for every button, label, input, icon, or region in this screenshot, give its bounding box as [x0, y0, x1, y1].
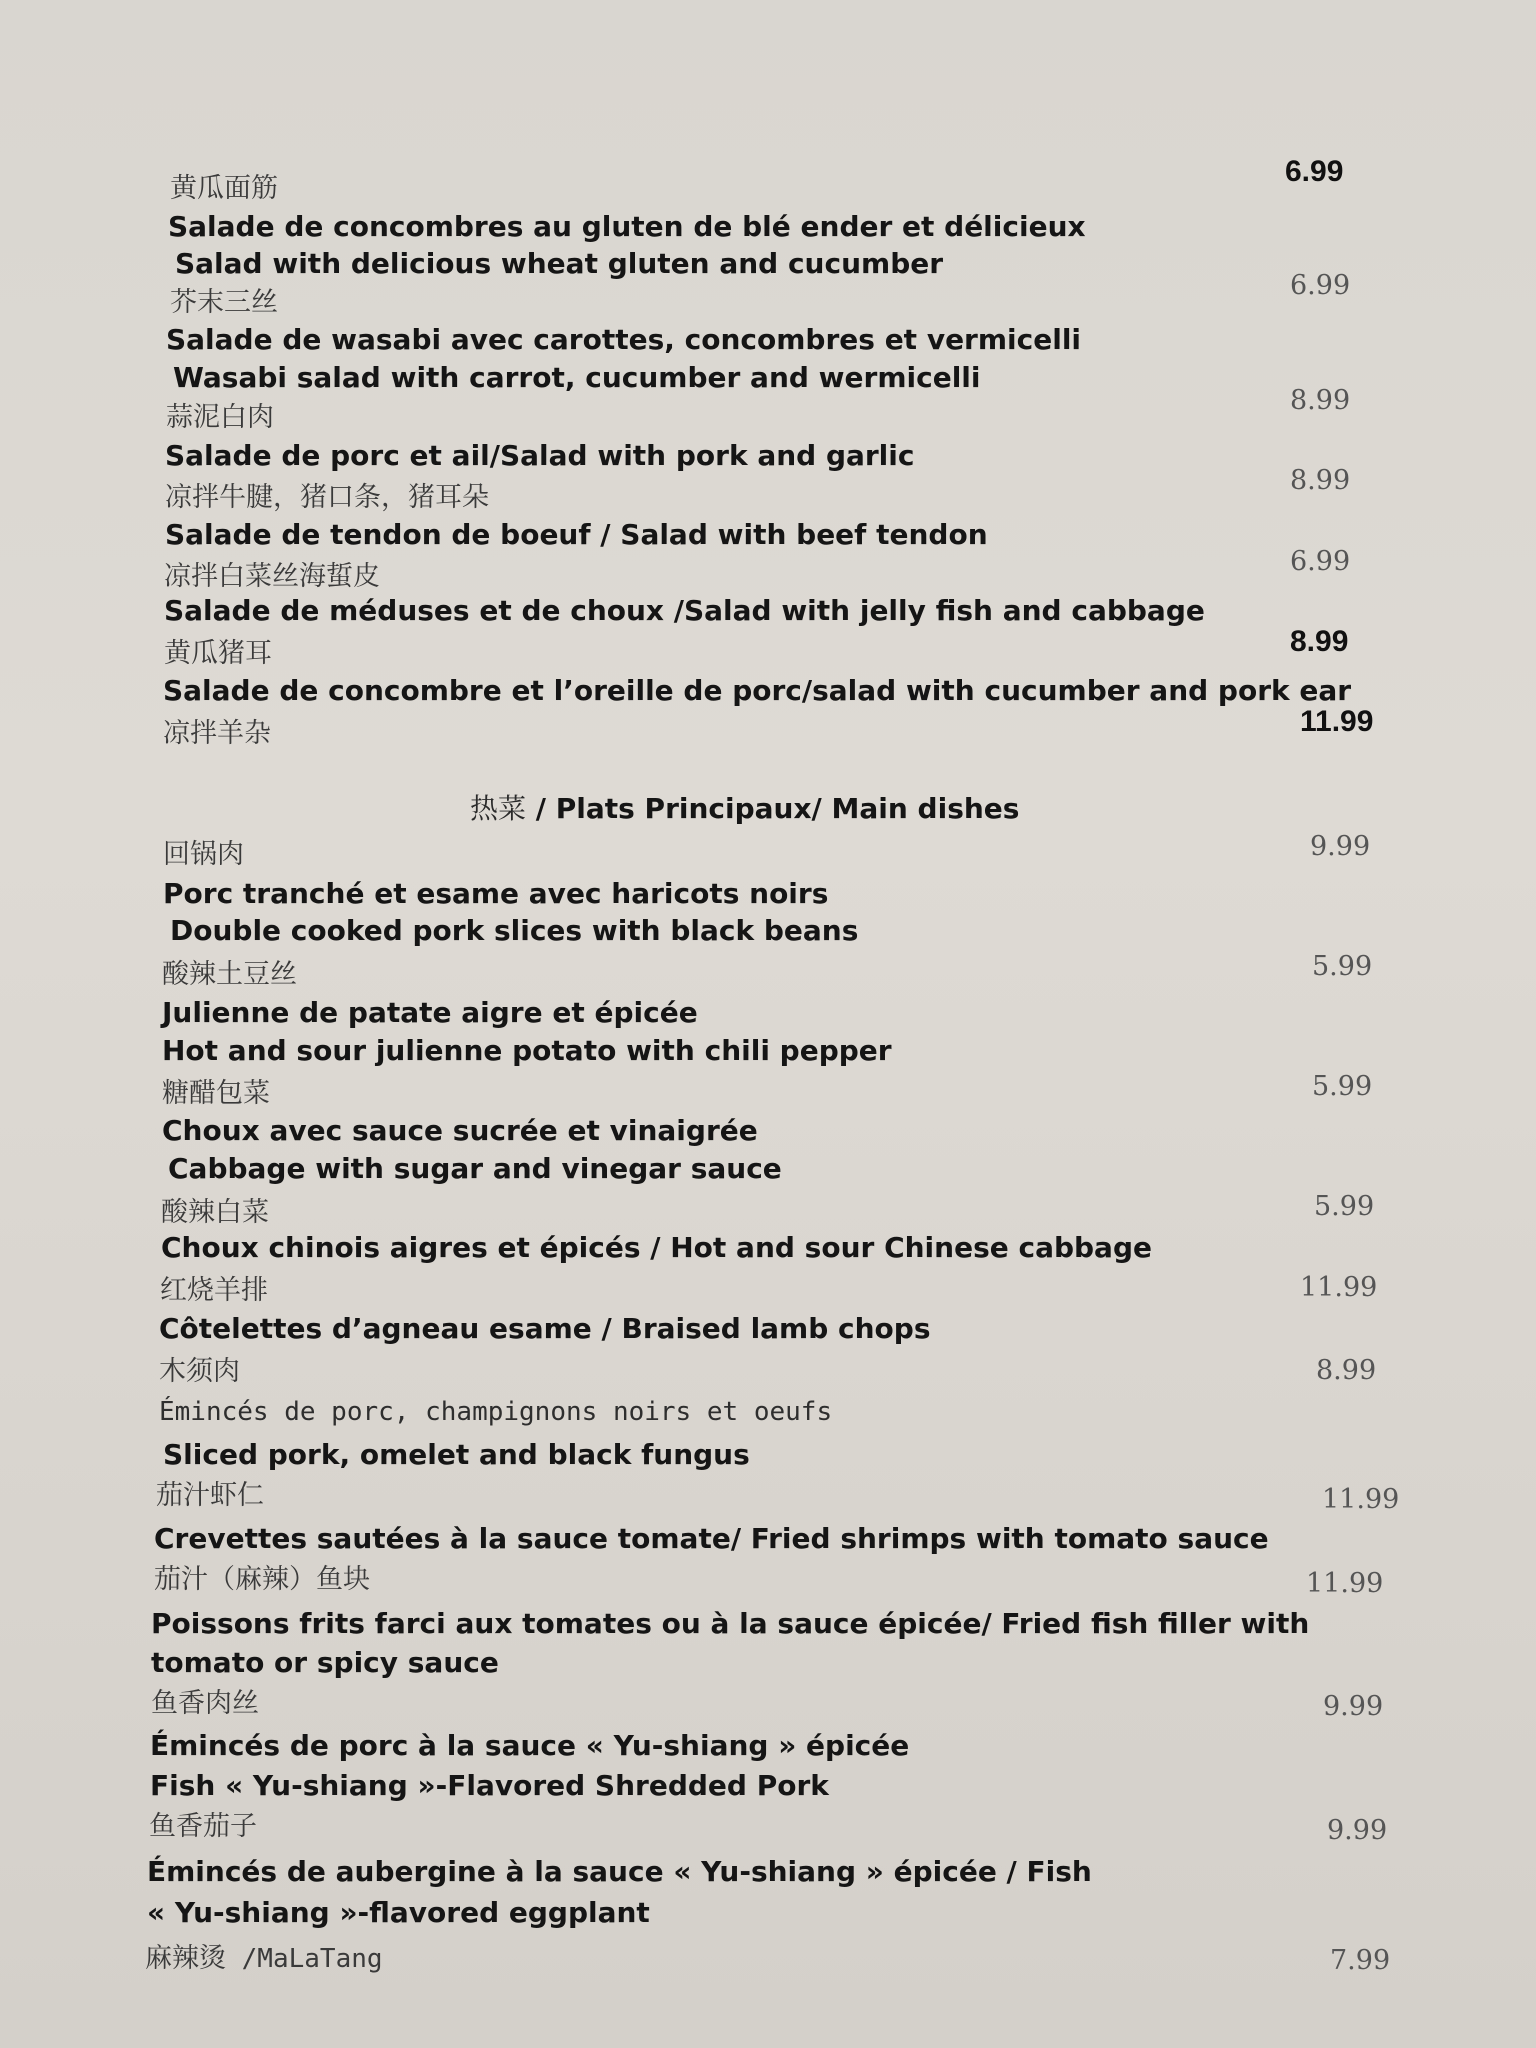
- item-price: 9.99: [1310, 831, 1371, 862]
- item-desc-en: Salad with delicious wheat gluten and cucumber: [175, 247, 944, 280]
- item-desc-en: Sliced pork, omelet and black fungus: [163, 1438, 750, 1471]
- item-desc-fr: Salade de concombres au gluten de blé ender et délicieux: [168, 210, 1086, 243]
- item-name-zh: 蒜泥白肉: [166, 402, 274, 433]
- item-price: 8.99: [1290, 465, 1351, 496]
- item-price: 11.99: [1306, 1568, 1384, 1599]
- item-name-zh: 糖醋包菜: [162, 1078, 270, 1109]
- item-desc-en: Hot and sour julienne potato with chili pepper: [162, 1034, 892, 1067]
- item-name-zh: 凉拌羊杂: [163, 718, 271, 749]
- item-price: 6.99: [1285, 155, 1344, 188]
- item-desc: Salade de méduses et de choux /Salad with jelly fish and cabbage: [164, 594, 1205, 627]
- item-name-zh: 凉拌白菜丝海蜇皮: [164, 561, 380, 592]
- item-desc-fr: Émincés de porc à la sauce « Yu-shiang » épicée: [150, 1729, 910, 1762]
- item-name-zh: 酸辣白菜: [161, 1197, 269, 1228]
- item-price: 7.99: [1330, 1945, 1391, 1976]
- item-price: 8.99: [1290, 385, 1351, 416]
- item-name-zh: 酸辣土豆丝: [162, 959, 297, 990]
- item-price: 11.99: [1300, 1272, 1378, 1303]
- item-desc: Salade de porc et ail/Salad with pork and garlic: [165, 439, 915, 472]
- item-name-zh: 回锅肉: [163, 839, 244, 870]
- item-price: 6.99: [1290, 270, 1351, 301]
- item-desc: Poissons frits farci aux tomates ou à la sauce épicée/ Fried fish filler with: [151, 1607, 1310, 1640]
- item-price: 8.99: [1290, 625, 1349, 658]
- item-desc-fr: Émincés de porc, champignons noirs et oeufs: [159, 1397, 833, 1427]
- item-desc: Crevettes sautées à la sauce tomate/ Fried shrimps with tomato sauce: [154, 1522, 1269, 1555]
- item-desc: Côtelettes d’agneau esame / Braised lamb chops: [159, 1312, 931, 1345]
- item-name-latin: /MaLaTang: [226, 1944, 383, 1974]
- item-name-zh: 鱼香肉丝: [151, 1688, 259, 1719]
- item-name-zh: [145, 1945, 383, 1972]
- item-name-zh: 茄汁虾仁: [156, 1480, 264, 1511]
- item-price: 11.99: [1322, 1484, 1400, 1515]
- item-price: 9.99: [1323, 1691, 1384, 1722]
- item-desc-fr: Porc tranché et esame avec haricots noirs: [163, 877, 829, 910]
- section-heading-label: / Plats Principaux/ Main dishes: [526, 792, 1020, 825]
- item-desc-en: Wasabi salad with carrot, cucumber and wermicelli: [173, 361, 981, 394]
- item-desc: Émincés de aubergine à la sauce « Yu-shiang » épicée / Fish: [147, 1855, 1092, 1888]
- item-desc-cont: tomato or spicy sauce: [151, 1646, 499, 1679]
- section-heading-zh: 热菜: [470, 792, 527, 825]
- item-name-zh: 茄汁（麻辣）鱼块: [154, 1564, 370, 1595]
- item-name-zh-text: 麻辣烫: [145, 1943, 226, 1974]
- item-desc: Salade de concombre et l’oreille de porc/salad with cucumber and pork ear: [163, 674, 1352, 707]
- item-name-zh: 黄瓜面筋: [170, 173, 278, 204]
- item-name-zh: 黄瓜猪耳: [164, 638, 272, 669]
- item-name-zh: 红烧羊排: [160, 1275, 268, 1306]
- item-price: 5.99: [1314, 1191, 1375, 1222]
- item-price: 5.99: [1312, 1071, 1373, 1102]
- item-price: 5.99: [1312, 951, 1373, 982]
- item-desc-en: Cabbage with sugar and vinegar sauce: [168, 1152, 782, 1185]
- item-desc-fr: Choux avec sauce sucrée et vinaigrée: [162, 1114, 758, 1147]
- section-heading: [470, 792, 1020, 825]
- item-name-zh: 木须肉: [159, 1356, 240, 1387]
- item-name-zh: 芥末三丝: [170, 287, 278, 318]
- item-price: 8.99: [1316, 1355, 1377, 1386]
- item-price: 11.99: [1300, 705, 1374, 738]
- item-desc-fr: Julienne de patate aigre et épicée: [162, 996, 698, 1029]
- item-price: 6.99: [1290, 546, 1351, 577]
- item-desc-fr: Salade de wasabi avec carottes, concombres et vermicelli: [166, 323, 1082, 356]
- item-desc-en: Double cooked pork slices with black beans: [170, 914, 859, 947]
- item-name-zh: 鱼香茄子: [149, 1811, 257, 1842]
- item-desc: Choux chinois aigres et épicés / Hot and sour Chinese cabbage: [161, 1231, 1152, 1264]
- item-name-zh: 凉拌牛腱，猪口条，猪耳朵: [165, 482, 489, 513]
- item-desc-en: Fish « Yu-shiang »-Flavored Shredded Pork: [150, 1769, 829, 1802]
- item-price: 9.99: [1327, 1815, 1388, 1846]
- item-desc: Salade de tendon de boeuf / Salad with beef tendon: [165, 518, 988, 551]
- item-desc-cont: « Yu-shiang »-flavored eggplant: [147, 1896, 650, 1929]
